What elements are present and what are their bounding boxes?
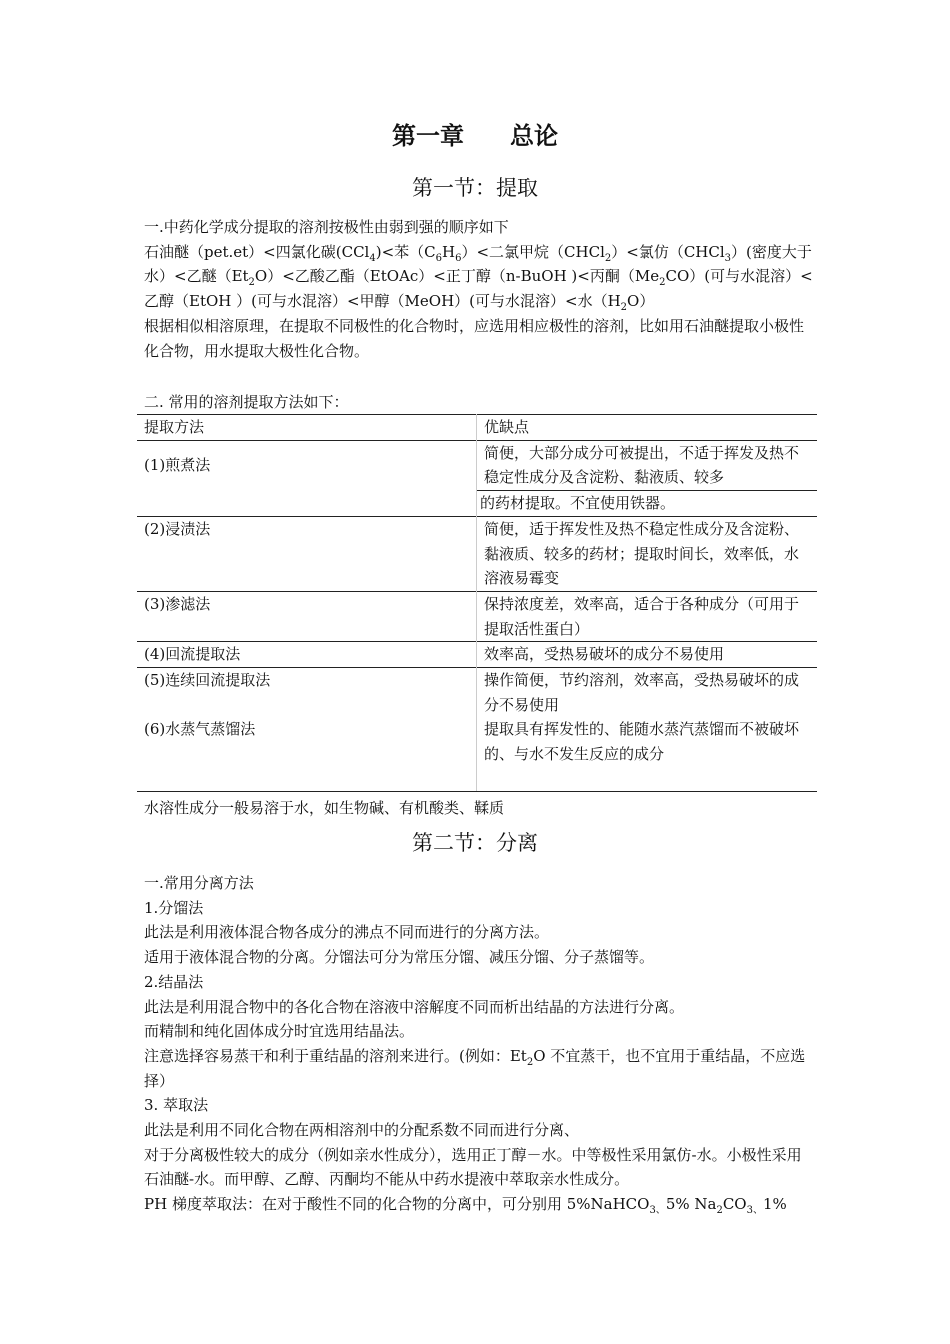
method-cell: (2)浸渍法 [137,516,477,591]
extraction-methods-table [137,414,817,792]
extraction-solvents: 对于分离极性较大的成分（例如亲水性成分），选用正丁醇－水。中等极性采用氯仿-水。小极性采用石油醚-水。而甲醇、乙醇、丙酮均不能从中药水提液中萃取亲水性成分。 [144,1145,802,1189]
chapter-name: 总论 [510,121,558,150]
table-header-row [137,415,817,441]
extraction-desc: 此法是利用不同化合物在两相溶剂中的分配系数不同而进行分离、 [144,1121,580,1140]
method-cell [137,668,477,792]
header-pros-cons: 优缺点 [477,415,818,441]
extraction-intro [144,215,816,363]
section-title-separation: 第二节：分离 [412,831,538,855]
extraction-heading: 3. 萃取法 [144,1096,209,1115]
pros-cons-steam-distillation: 提取具有挥发性的、能随水蒸汽蒸馏而不被破坏的、与水不发生反应的成分 [484,720,800,764]
ph-gradient-extraction: PH 梯度萃取法：在对于酸性不同的化合物的分离中，可分别用 5%NaHCO$_{3、}$5% $Na_2CO_{3、}1\%$ [144,1195,787,1217]
crystallization-heading: 2.结晶法 [144,972,204,991]
part2-heading: 二. 常用的溶剂提取方法如下： [144,393,349,411]
table-row [137,491,817,517]
section-title-extraction: 第一节：提取 [412,176,538,200]
like-dissolves-like: 根据相似相溶原理，在提取不同极性的化合物时，应选用相应极性的溶剂，比如用石油醚提取小极性化合物，用水提取大极性化合物。 [144,316,805,360]
table-row [137,642,817,668]
pros-cons-cell: 简便，适于挥发性及热不稳定性成分及含淀粉、黏液质、较多的药材；提取时间长，效率低，水溶液易霉变 [477,516,818,591]
header-method: 提取方法 [137,415,477,441]
pros-cons-cell: 简便，大部分成分可被提出，不适于挥发及热不稳定性成分及含淀粉、黏液质、较多 [477,440,818,490]
crystallization-desc: 此法是利用混合物中的各化合物在溶液中溶解度不同而析出结晶的方法进行分离。 [144,997,685,1016]
table-row [137,516,817,591]
part1-heading: 一.中药化学成分提取的溶剂按极性由弱到强的顺序如下 [144,218,509,236]
pros-cons-cell: 效率高，受热易破坏的成分不易使用 [477,642,818,668]
fractionation-use: 适用于液体混合物的分离。分馏法可分为常压分馏、减压分馏、分子蒸馏等。 [144,948,655,967]
crystallization-use: 而精制和纯化固体成分时宜选用结晶法。 [144,1022,415,1041]
water-soluble-note: 水溶性成分一般易溶于水，如生物碱、有机酸类、鞣质 [144,799,505,817]
separation-body [144,871,816,1217]
table-row [137,440,817,490]
fractionation-heading: 1.分馏法 [144,898,204,917]
pros-cons-cell: 保持浓度差，效率高，适合于各种成分（可用于提取活性蛋白） [477,591,818,641]
method-continuous-reflux: (5)连续回流提取法 [144,671,271,690]
pros-cons-cell [477,668,818,792]
chapter-label: 第一章 [392,121,464,150]
method-cell: (4)回流提取法 [137,642,477,668]
pros-cons-continuous-reflux: 操作简便，节约溶剂，效率高，受热易破坏的成分不易使用 [484,671,800,714]
pros-cons-cell-continued: 的药材提取。不宜使用铁器。 [477,491,818,517]
method-cell: (3)渗滤法 [137,591,477,641]
separation-heading: 一.常用分离方法 [144,874,254,892]
table-row [137,668,817,792]
method-cell: (1)煎煮法 [137,440,477,490]
chapter-title [0,116,950,151]
fractionation-desc: 此法是利用液体混合物各成分的沸点不同而进行的分离方法。 [144,923,550,942]
crystallization-note: 注意选择容易蒸干和利于重结晶的溶剂来进行。(例如：$Et_2O$ 不宜蒸干，也不宜用于重结晶，不应选择） [144,1046,806,1090]
solvent-order: 石油醚（pet.et）<四氯化碳(CCl$_4$)<苯$(C_6H_6)<$二氯甲烷（CHCl$_2$）<氯仿（CHCl$_3$）(密度大于水）<乙醚$(Et_2O)<$乙酸乙酯（EtOAc）<正丁醇（n-BuOH )<丙酮$(Me_2CO)$(可与水混溶）<乙醇（EtOH ）(可与水混溶）<甲醇（MeOH）(可与水混溶）<水$(H_2O)$ [144,242,813,314]
method-steam-distillation: (6)水蒸气蒸馏法 [144,720,256,739]
table-row [137,591,817,641]
